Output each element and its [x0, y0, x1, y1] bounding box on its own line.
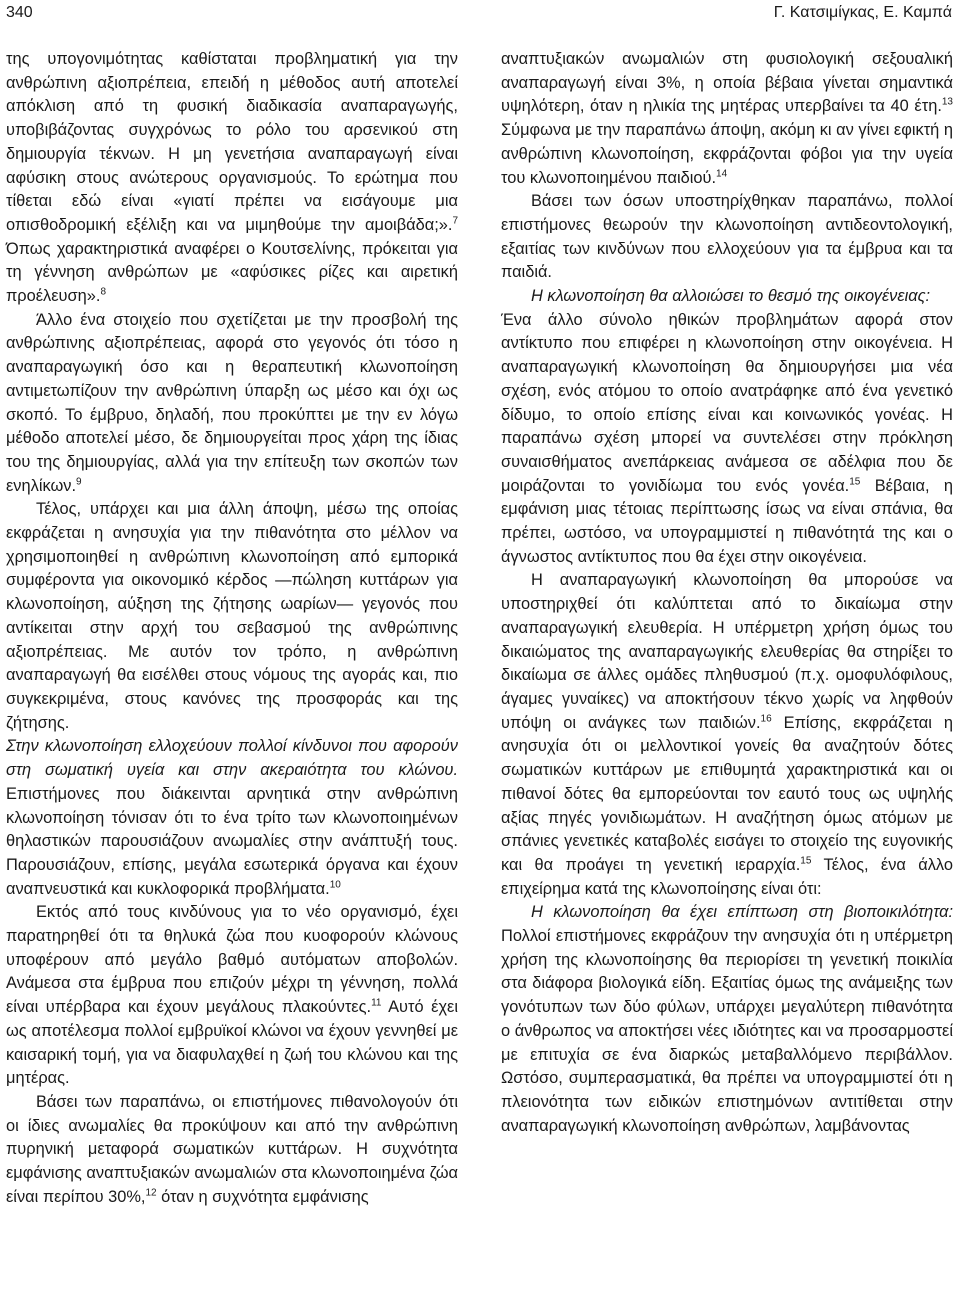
- running-head: [6, 0, 952, 26]
- footnote-ref: 9: [76, 476, 82, 488]
- section-heading: Στην κλωνοποίηση ελλοχεύουν πολλοί κίνδυνοι που αφορούν στη σωματική υγεία και στην ακεραιότητα του κλώνου.: [6, 737, 458, 780]
- paragraph: της υπογονιμότητας καθίσταται προβληματική για την ανθρώπινη αξιοπρέπεια, επειδή η μέθοδος αυτή αποτελεί απόκλιση από τη φυσική διαδικασία αναπαραγωγής, υποβιβάζοντας συγχρόνως το ρόλο του αρσενικού στη δημιουργία τέκνων. Η μη γενετήσια αναπαραγωγή είναι αφύσικη στους ανώτερους οργανισμούς. Το ερώτημα που τίθεται εδώ είναι «γιατί πρέπει να εισάγουμε μια οπισθοδρομική εξέλιξη και να μιμηθούμε την αμοιβάδα;».$^7$ Όπως χαρακτηριστικά αναφέρει ο Κουτσελίνης, πρόκειται για τη γέννηση ανθρώπων με «αφύσικες ρίζες και αιρετική προέλευση».$^8$: [6, 50, 458, 306]
- footnote-ref: 10: [329, 879, 341, 891]
- footnote-ref: 15: [800, 855, 812, 867]
- footnote-ref: 13: [941, 96, 953, 108]
- footnote-ref: 15: [849, 476, 861, 488]
- paragraph: Βάσει των όσων υποστηρίχθηκαν παραπάνω, πολλοί επιστήμονες θεωρούν την κλωνοποίηση αντιδεοντολογική, εξαιτίας των κινδύνων που ελλοχεύουν για τα έμβρυα και τα παιδιά.: [501, 192, 953, 282]
- footnote-ref: 12: [145, 1187, 157, 1199]
- paragraph: Άλλο ένα στοιχείο που σχετίζεται με την προσβολή της ανθρώπινης αξιοπρέπειας, αφορά στο γεγονός ότι τόσο η αναπαραγωγική όσο και η θεραπευτική κλωνοποίηση αντιμετωπίζουν την ανθρώπινη ύπαρξη ως μέσο και όχι ως σκοπό. Το έμβρυο, δηλαδή, που προκύπτει με την εν λόγω μέθοδο αποτελεί μέσο, δε δημιουργείται προς χάρη της ίδιας του της δημιουργίας, αλλά για την επίτευξη των σκοπών των ενηλίκων.$^9$: [6, 310, 458, 495]
- paragraph: Στην κλωνοποίηση ελλοχεύουν πολλοί κίνδυνοι που αφορούν στη σωματική υγεία και στην ακεραιότητα του κλώνου. Επιστήμονες που διάκεινται αρνητικά στην ανθρώπινη κλωνοποίηση τόνισαν ότι το ένα τρίτο των κλωνοποιημένων θηλαστικών παρουσιάζουν ανωμαλίες στην ανάπτυξή τους. Παρουσιάζουν, επίσης, μεγάλα εσωτερικά όργανα και έχουν αναπνευστικά και κυκλοφορικά προβλήματα.$^{10}$: [6, 737, 458, 898]
- paragraph: Η κλωνοποίηση θα έχει επίπτωση στη βιοποικιλότητα: Πολλοί επιστήμονες εκφράζουν την ανησυχία ότι η υπέρμετρη χρήση της κλωνοποίησης θα περιορίσει τη γενετική ποικιλία στα διάφορα βιολογικά είδη. Εξαιτίας όμως της ανάμειξης των γονότυπων των δύο φύλων, υπάρχει μεγαλύτερη πιθανότητα ο άνθρωπος να αποκτήσει νέες ιδιότητες και να προσαρμοστεί με επιτυχία σε ένα διαρκώς μεταβαλλόμενο περιβάλλον. Ωστόσο, συμπερασματικά, θα πρέπει να υπογραμμιστεί ότι η πλειονότητα των ειδικών επιστημόνων αντιτίθεται στην αναπαραγωγική κλωνοποίηση ανθρώπων, λαμβάνοντας: [501, 903, 953, 1135]
- footnote-ref: 16: [760, 713, 772, 725]
- footnote-ref: 14: [716, 168, 728, 180]
- paragraph: Εκτός από τους κινδύνους για το νέο οργανισμό, έχει παρατηρηθεί ότι τα θηλυκά ζώα που κυοφορούν κλώνους υποφέρουν από μεγάλο βαθμό αυτόματων αποβολών. Ανάμεσα στα έμβρυα που επιζούν μέχρι τη γέννηση, πολλά είναι υπέρβαρα και έχουν μεγάλους πλακούντες.$^{11}$ Αυτό έχει ως αποτέλεσμα πολλοί εμβρυϊκοί κλώνοι να έχουν γεννηθεί με καισαρική τομή, για να διαφυλαχθεί η ζωή του κλώνου και της μητέρας.: [6, 903, 458, 1088]
- footnote-ref: 11: [371, 997, 382, 1009]
- paragraph: Η αναπαραγωγική κλωνοποίηση θα μπορούσε να υποστηριχθεί ότι καλύπτεται από το δικαίωμα στην αναπαραγωγική ελευθερία. Η υπέρμετρη χρήση όμως του δικαιώματος της αναπαραγωγικής ελευθερίας θα στηρίξει το δικαίωμα σε άλλες ομάδες πληθυσμού (π.χ. ομοφυλόφιλους, άγαμες γυναίκες) να αποκτήσουν τέκνο χωρίς να ληφθούν υπόψη οι ανάγκες των παιδιών.$^{16}$ Επίσης, εκφράζεται η ανησυχία ότι οι μελλοντικοί γονείς θα αναζητούν δότες σωματικών κυττάρων με επιθυμητά χαρακτηριστικά και οι πιθανοί δότες θα εμπορεύονται τον εαυτό τους ως υψηλής αξίας πηγές γονιδιωμάτων. Η αναζήτηση όμως ατόμων με σπάνιες γενετικές καταβολές εισάγει το στοιχείο της ευγονικής και θα προάγει τη γενετική ιεραρχία.$^{15}$ Τέλος, ένα άλλο επιχείρημα κατά της κλωνοποίησης είναι ότι:: [501, 571, 954, 898]
- paragraph: Τέλος, υπάρχει και μια άλλη άποψη, μέσω της οποίας εκφράζεται η ανησυχία για την πιθανότητα στο μέλλον να χρησιμοποιηθεί η ανθρώπινη κλωνοποίηση από εμπορικά συμφέροντα για οικονομικό κέρδος —πώληση κυττάρων για κλωνοποίηση, αύξηση της ζήτησης ωαρίων— γεγονός που αντίκειται στην αρχή του σεβασμού της ανθρώπινης αξιοπρέπειας. Με αυτόν τον τρόπο, η ανθρώπινη αναπαραγωγή θα εισέλθει στους νόμους της αγοράς και, πιο συγκεκριμένα, στους κανόνες της προσφοράς και της ζήτησης.: [6, 500, 458, 732]
- footnote-ref: 8: [100, 286, 106, 298]
- running-head-authors: Γ. Κατσιμίγκας, Ε. Καμπά: [773, 4, 952, 21]
- paragraph: Βάσει των παραπάνω, οι επιστήμονες πιθανολογούν ότι οι ίδιες ανωμαλίες θα προκύψουν και από την ανθρώπινη πυρηνική μεταφορά σωματικών κυττάρων. Η συχνότητα εμφάνισης αναπτυξιακών ανωμαλιών στα κλωνοποιημένα ζώα είναι περίπου 30%,$^{12}$ όταν η συχνότητα εμφάνισης: [6, 1092, 458, 1206]
- section-heading: Η κλωνοποίηση θα έχει επίπτωση στη βιοποικιλότητα:: [531, 903, 953, 922]
- footnote-ref: 7: [452, 215, 458, 227]
- page-number: 340: [6, 4, 33, 21]
- right-column: [501, 48, 953, 1138]
- section-heading: Η κλωνοποίηση θα αλλοιώσει το θεσμό της οικογένειας:: [531, 287, 931, 306]
- left-column: [6, 48, 458, 1209]
- paragraph: Η κλωνοποίηση θα αλλοιώσει το θεσμό της οικογένειας: Ένα άλλο σύνολο ηθικών προβλημάτων αφορά στον αντίκτυπο που επιφέρει η κλωνοποίηση στην οικογένεια. Η αναπαραγωγική κλωνοποίηση θα δημιουργήσει μια νέα σχέση, ενός ατόμου το οποίο ανατράφηκε από ένα γενετικό δίδυμο, το οποίο επίσης είναι και κοινωνικός γονέας. Η παραπάνω σχέση μπορεί να συντελέσει στην πρόκληση συναισθήματος ανεπάρκειας ανάμεσα σε αδέλφια που δε μοιράζονται το γονιδίωμα του ενός γονέα.$^{15}$ Βέβαια, η εμφάνιση μιας τέτοιας περίπτωσης ίσως να είναι σπάνια, θα πρέπει, ωστόσο, να υπογραμμιστεί η πιθανότητά της και ο άγνωστος αντίκτυπος που θα έχει στην οικογένεια.: [501, 287, 953, 566]
- paragraph: αναπτυξιακών ανωμαλιών στη φυσιολογική σεξουαλική αναπαραγωγή είναι 3%, η οποία βέβαια γίνεται σημαντικά υψηλότερη, όταν η ηλικία της μητέρας υπερβαίνει τα 40 έτη.$^{13}$ Σύμφωνα με την παραπάνω άποψη, ακόμη κι αν γίνει εφικτή η ανθρώπινη κλωνοποίηση, εκφράζονται φόβοι για την υγεία του κλωνοποιημένου παιδιού.$^{14}$: [501, 50, 953, 187]
